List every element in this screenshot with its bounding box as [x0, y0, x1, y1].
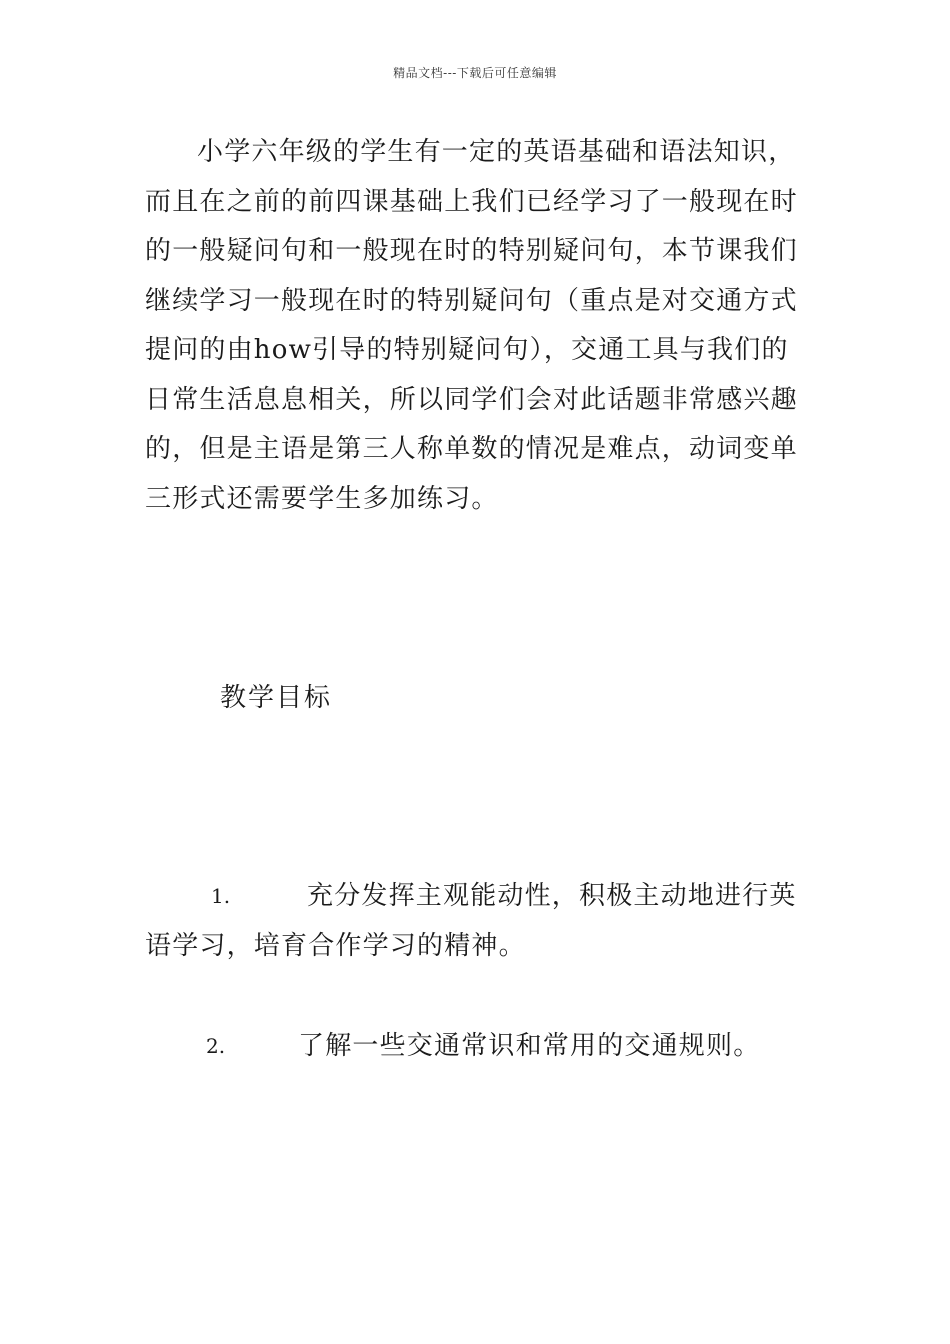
intro-paragraph: 小学六年级的学生有一定的英语基础和语法知识，而且在之前的前四课基础上我们已经学习了一般现在时的一般疑问句和一般现在时的特别疑问句，本节课我们继续学习一般现在时的特别疑问句（重点是对交通方式提问的由how引导的特别疑问句），交通工具与我们的日常生活息息相关，所以同学们会对此话题非常感兴趣的，但是主语是第三人称单数的情况是难点，动词变单三形式还需要学生多加练习。 [145, 137, 798, 514]
objective-text: 了解一些交通常识和常用的交通规则。 [298, 1031, 761, 1061]
objective-item [145, 872, 813, 971]
objective-number: 2. [206, 1034, 226, 1058]
objective-number: 1. [211, 884, 231, 908]
objective-text: 充分发挥主观能动性，积极主动地进行英语学习，培育合作学习的精神。 [145, 881, 797, 961]
section-heading: 教学目标 [220, 683, 333, 713]
page-header: 精品文档---下载后可任意编辑 [393, 66, 557, 80]
objective-item [145, 1022, 813, 1072]
